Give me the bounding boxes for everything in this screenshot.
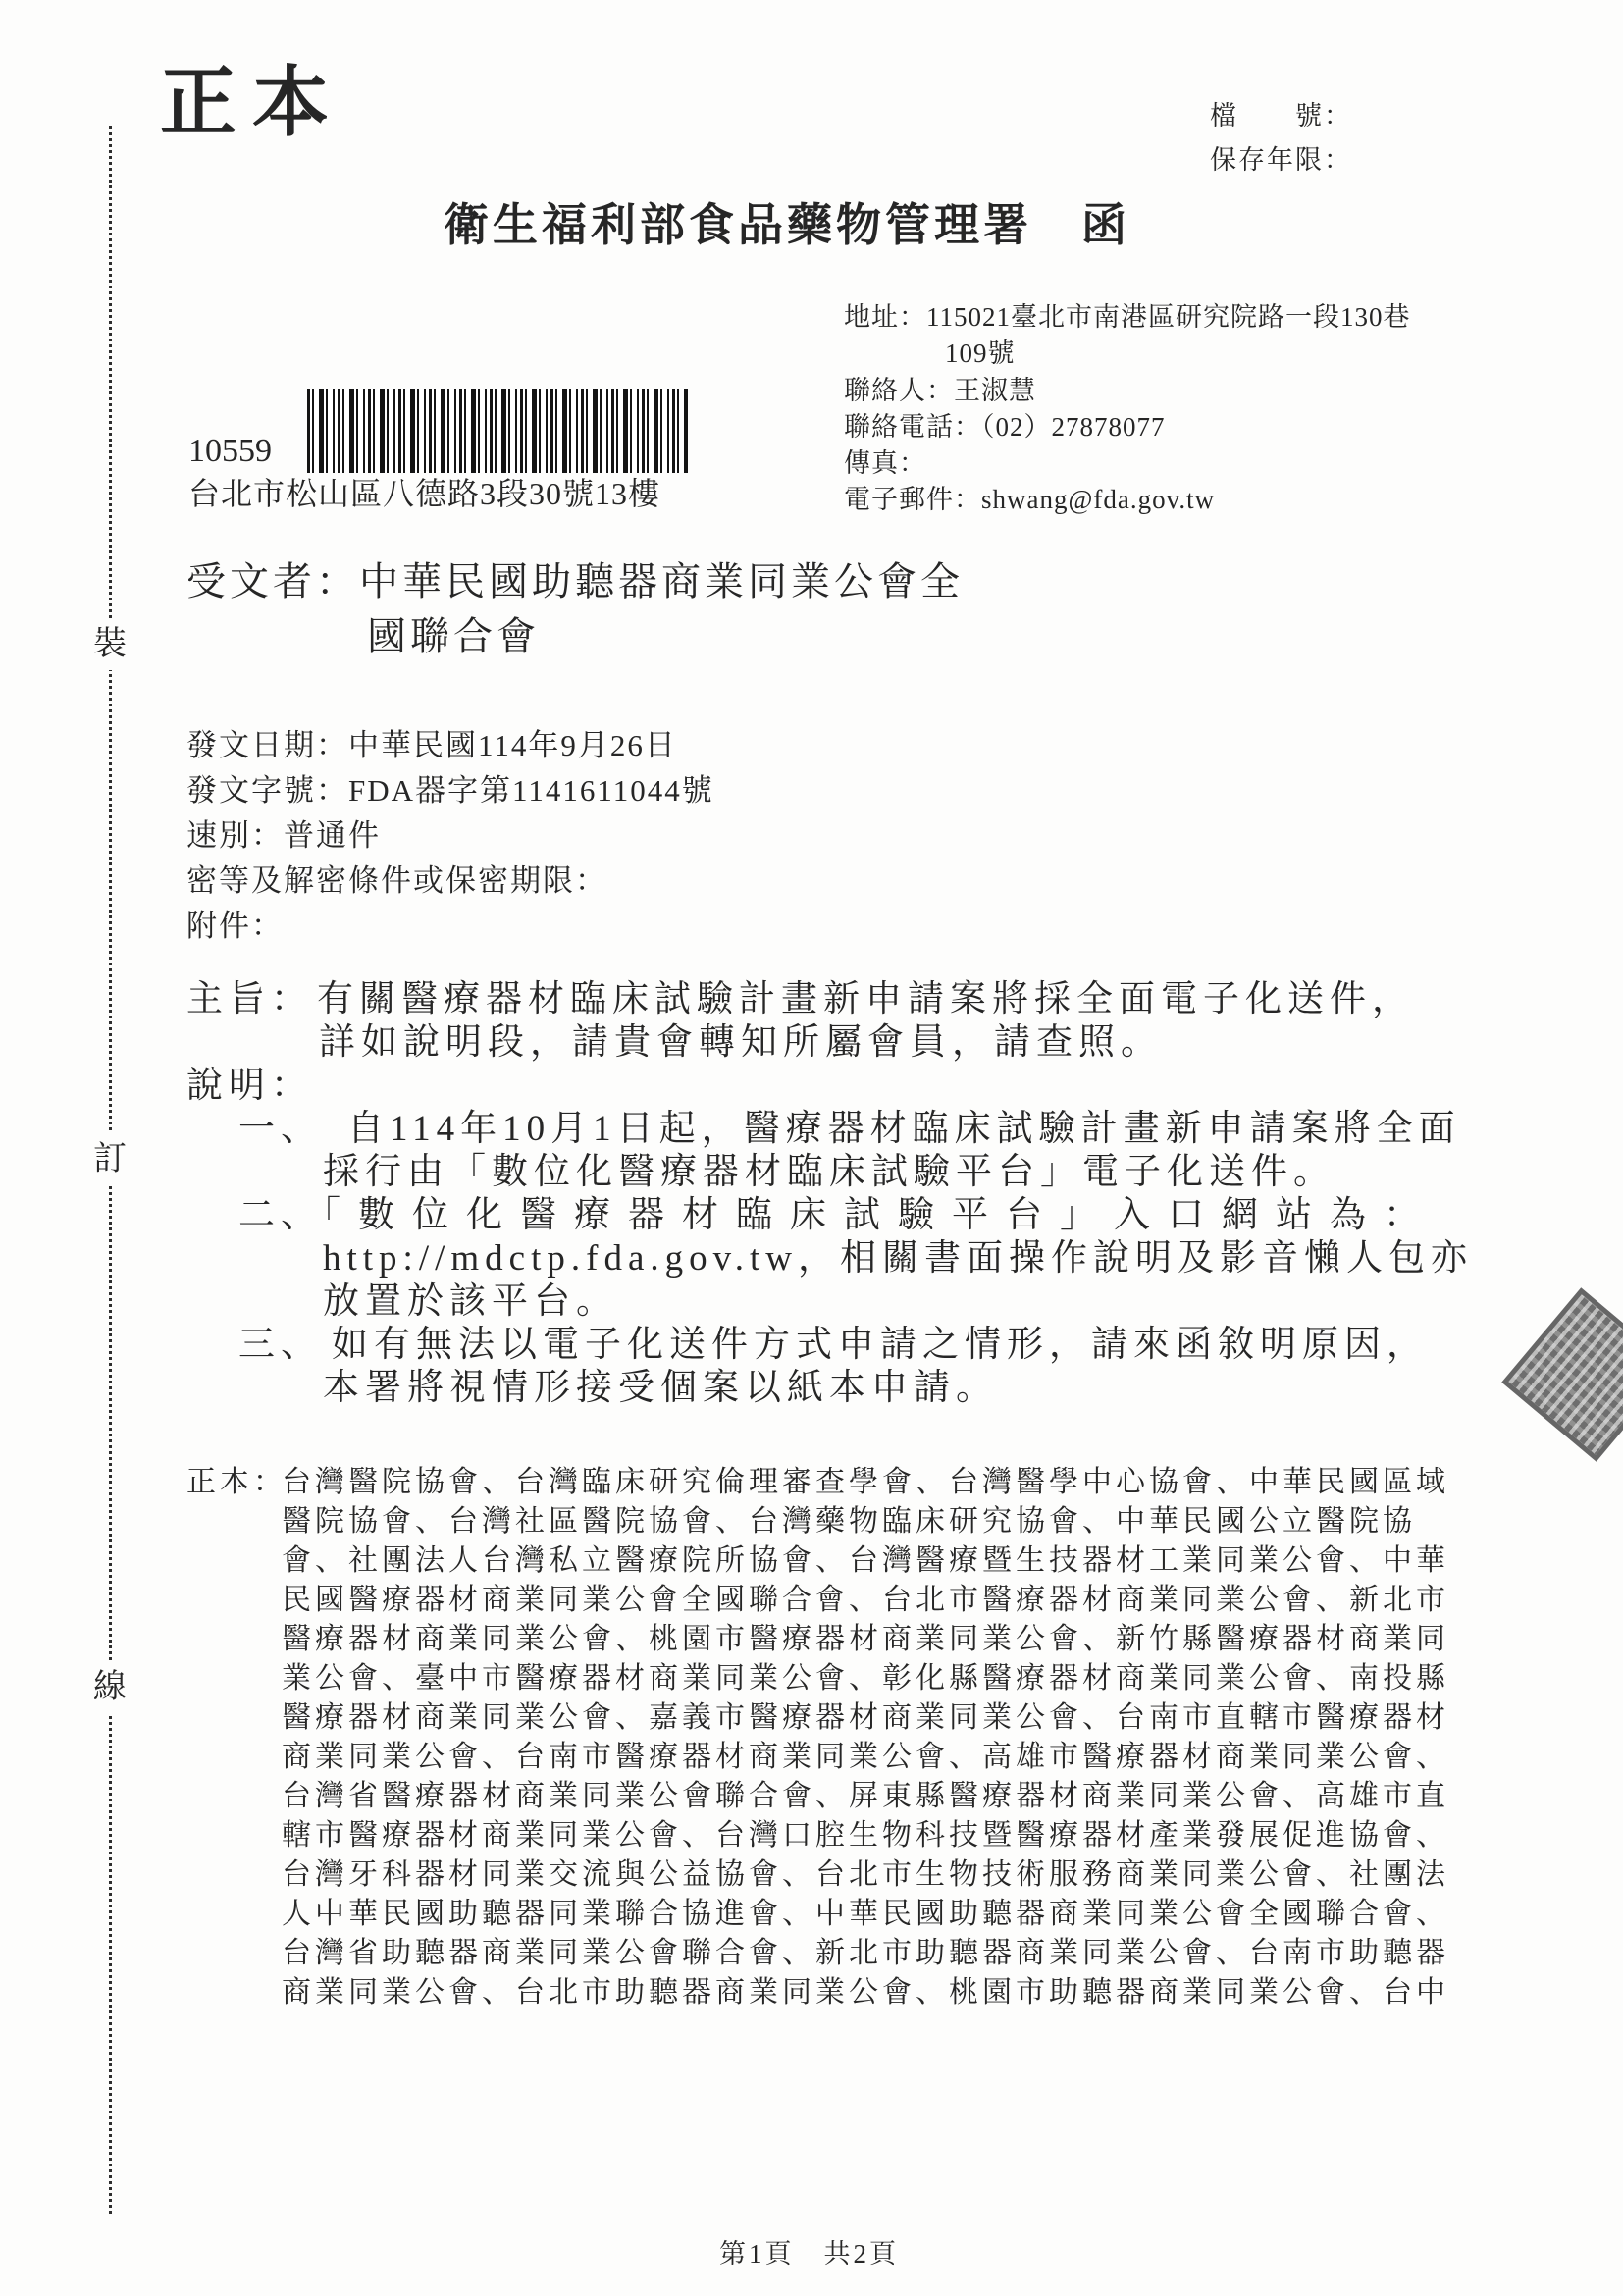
- retention-label: 保存年限：: [1210, 145, 1352, 175]
- mailing-address: 台北市松山區八德路3段30號13樓: [188, 476, 661, 511]
- binding-char-zhuang: 裝: [89, 618, 131, 670]
- cc-line: 台灣省助聽器商業同業公會聯合會、新北市助聽器商業同業公會、台南市助聽器: [282, 1937, 1449, 1969]
- cc-line: 民國醫療器材商業同業公會全國聯合會、台北市醫療器材商業同業公會、新北市: [282, 1584, 1449, 1616]
- sender-fax: 傳真：: [844, 448, 926, 478]
- binding-char-ding: 訂: [89, 1133, 131, 1185]
- sender-address-line1: 地址：115021臺北市南港區研究院路一段130巷: [844, 302, 1411, 332]
- cc-line: 業公會、臺中市醫療器材商業同業公會、彰化縣醫療器材商業同業公會、南投縣: [282, 1662, 1449, 1695]
- file-no-label: 檔 號：: [1210, 101, 1352, 130]
- item1-line2: 採行由「數位化醫療器材臨床試驗平台」電子化送件。: [323, 1152, 1335, 1192]
- item3-number: 三、: [238, 1325, 323, 1365]
- item1-number: 一、: [238, 1109, 323, 1149]
- recipient-line1: [186, 559, 964, 604]
- cc-line: 會、社團法人台灣私立醫療院所協會、台灣醫療暨生技器材工業同業公會、中華: [282, 1544, 1449, 1577]
- item2-line2: http://mdctp.fda.gov.tw，相關書面操作說明及影音懶人包亦: [323, 1238, 1473, 1278]
- cc-line: 商業同業公會、台南市醫療器材商業同業公會、高雄市醫療器材商業同業公會、: [282, 1741, 1449, 1773]
- barcode: [307, 389, 688, 473]
- sender-phone: 聯絡電話：（02）27878077: [844, 412, 1166, 442]
- cc-line: 醫院協會、台灣社區醫院協會、台灣藥物臨床研究協會、中華民國公立醫院協: [282, 1505, 1416, 1538]
- cc-line: 商業同業公會、台北市助聽器商業同業公會、桃園市助聽器商業同業公會、台中: [282, 1976, 1449, 2009]
- recipient-name-part1: 中華民國助聽器商業同業公會全: [359, 559, 964, 603]
- subject-line1: 有關醫療器材臨床試驗計畫新申請案將採全面電子化送件，: [317, 979, 1414, 1019]
- item3-line2: 本署將視情形接受個案以紙本申請。: [323, 1368, 998, 1408]
- issue-date: 發文日期：中華民國114年9月26日: [186, 728, 677, 762]
- subject-line2: 詳如說明段，請貴會轉知所屬會員，請查照。: [319, 1022, 1163, 1063]
- speed-class: 速別：普通件: [186, 818, 381, 853]
- sender-address-line2: 109號: [945, 339, 1016, 368]
- attachment: 附件：: [186, 909, 284, 943]
- official-seal-stamp: [1501, 1287, 1623, 1462]
- item1-line1: 自114年10月1日起，醫療器材臨床試驗計畫新申請案將全面: [347, 1109, 1461, 1149]
- explanation-label: 說明：: [186, 1066, 313, 1106]
- cc-line: 轄市醫療器材商業同業公會、台灣口腔生物科技暨醫療器材產業發展促進協會、: [282, 1819, 1449, 1852]
- item2-line1: 「數位化醫療器材臨床試驗平台」入口網站為：: [304, 1195, 1438, 1235]
- item3-line1: 如有無法以電子化送件方式申請之情形，請來函敘明原因，: [332, 1325, 1429, 1365]
- security-class: 密等及解密條件或保密期限：: [186, 863, 607, 898]
- sender-contact-person: 聯絡人：王淑慧: [844, 376, 1036, 405]
- cc-line: 台灣醫院協會、台灣臨床研究倫理審查學會、台灣醫學中心協會、中華民國區域: [282, 1466, 1449, 1498]
- page-number: 第1頁 共2頁: [719, 2239, 899, 2269]
- cc-line: 台灣省醫療器材商業同業公會聯合會、屏東縣醫療器材商業同業公會、高雄市直: [282, 1780, 1449, 1812]
- item2-line3: 放置於該平台。: [323, 1281, 618, 1322]
- cc-line: 台灣牙科器材同業交流與公益協會、台北市生物技術服務商業同業公會、社團法: [282, 1858, 1449, 1891]
- copy-type-label: 正本: [160, 60, 345, 145]
- recipient-label: 受文者：: [186, 559, 359, 603]
- item2-number: 二、: [238, 1195, 323, 1235]
- cc-line: 醫療器材商業同業公會、桃園市醫療器材商業同業公會、新竹縣醫療器材商業同: [282, 1623, 1449, 1655]
- cc-label: 正本：: [186, 1466, 287, 1498]
- mailing-code: 10559: [188, 433, 272, 469]
- doc-number: 發文字號：FDA器字第1141611044號: [186, 773, 714, 808]
- recipient-name-part2: 國聯合會: [367, 614, 540, 658]
- subject-label: 主旨：: [186, 979, 313, 1019]
- binding-char-xian: 線: [89, 1661, 131, 1713]
- cc-line: 醫療器材商業同業公會、嘉義市醫療器材商業同業公會、台南市直轄市醫療器材: [282, 1701, 1449, 1734]
- document-title: 衛生福利部食品藥物管理署 函: [444, 200, 1130, 250]
- sender-email: 電子郵件：shwang@fda.gov.tw: [844, 485, 1216, 514]
- cc-line: 人中華民國助聽器同業聯合協進會、中華民國助聽器商業同業公會全國聯合會、: [282, 1898, 1449, 1930]
